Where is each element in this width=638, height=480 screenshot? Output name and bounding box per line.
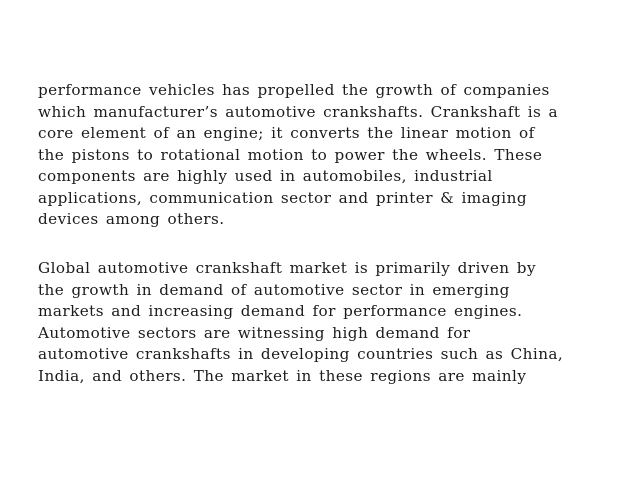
text-line: devices among others.: [38, 210, 225, 228]
text-line: the pistons to rotational motion to power the wheels. These: [38, 145, 543, 164]
text-line: components are highly used in automobiles, industrial: [38, 167, 493, 185]
paragraph-1: [38, 80, 603, 231]
text-line: markets and increasing demand for performance engines.: [38, 302, 523, 320]
text-line: Automotive sectors are witnessing high demand for: [38, 323, 471, 342]
text-line: India, and others. The market in these regions are mainly: [38, 366, 527, 385]
text-line: which manufacturer’s automotive crankshafts. Crankshaft is a: [38, 102, 559, 121]
text-line: the growth in demand of automotive sector in emerging: [38, 280, 510, 299]
text-line: performance vehicles has propelled the growth of companies: [38, 81, 550, 99]
text-line: applications, communication sector and printer & imaging: [38, 188, 528, 207]
paragraph-2: [38, 258, 603, 387]
text-line: core element of an engine; it converts the linear motion of: [38, 124, 535, 142]
text-line: automotive crankshafts in developing countries such as China,: [38, 345, 564, 363]
text-line: Global automotive crankshaft market is primarily driven by: [38, 259, 536, 277]
